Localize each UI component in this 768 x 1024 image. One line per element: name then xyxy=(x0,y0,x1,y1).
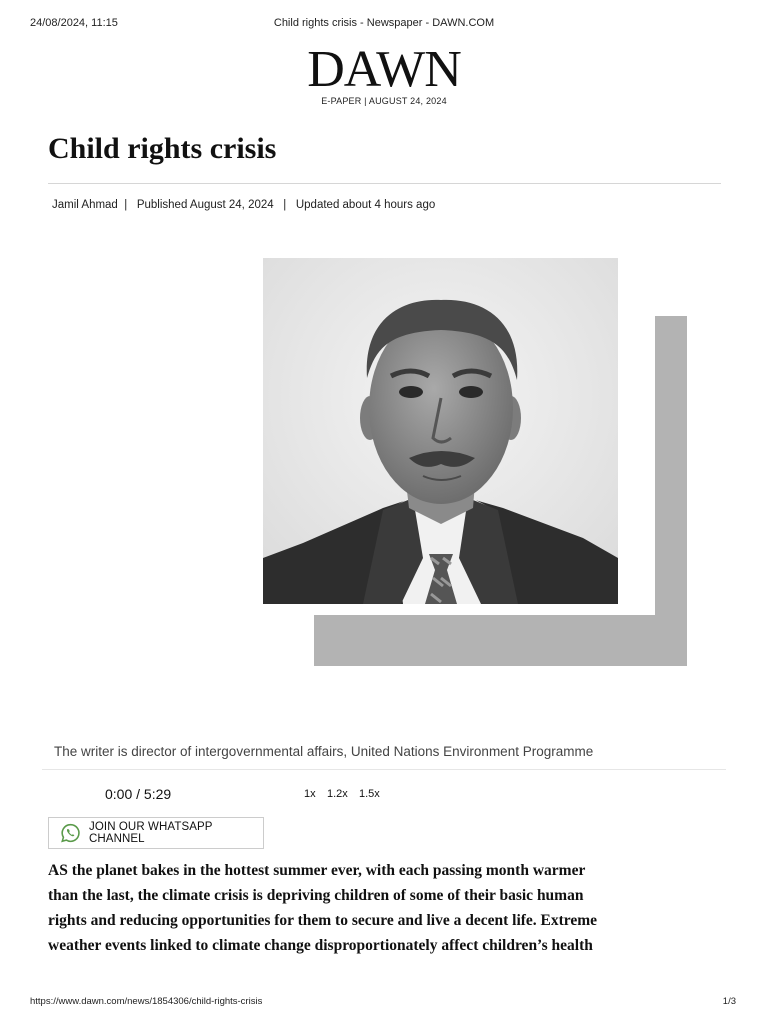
byline-separator: | xyxy=(124,199,128,211)
author-portrait xyxy=(263,258,618,604)
caption-divider xyxy=(42,769,726,770)
byline-separator: | xyxy=(283,199,287,211)
dawn-logo[interactable]: DAWN xyxy=(307,41,461,98)
edition-line: E-PAPER | AUGUST 24, 2024 xyxy=(321,96,447,106)
print-datetime: 24/08/2024, 11:15 xyxy=(30,17,118,29)
speed-1-5x-button[interactable]: 1.5x xyxy=(359,788,380,800)
photo-caption: The writer is director of intergovernmental affairs, United Nations Environment Programme xyxy=(54,744,594,759)
print-page-number: 1/3 xyxy=(722,996,736,1007)
article-headline: Child rights crisis xyxy=(48,132,277,165)
print-page-title: Child rights crisis - Newspaper - DAWN.COM xyxy=(273,17,495,29)
body-line: AS the planet bakes in the hottest summer ever, with each passing month warmer xyxy=(48,862,586,879)
body-line: rights and reducing opportunities for them to secure and live a decent life. Extreme xyxy=(48,912,598,929)
audio-time: 0:00 / 5:29 xyxy=(105,786,172,802)
speed-1x-button[interactable]: 1x xyxy=(304,788,316,800)
author-name[interactable]: Jamil Ahmad xyxy=(52,199,118,211)
headline-divider xyxy=(48,183,721,184)
print-url: https://www.dawn.com/news/1854306/child-rights-crisis xyxy=(30,996,263,1007)
whatsapp-label: JOIN OUR WHATSAPP CHANNEL xyxy=(89,821,213,845)
speed-1-2x-button[interactable]: 1.2x xyxy=(327,788,348,800)
article-body xyxy=(48,858,724,958)
whatsapp-channel-button[interactable] xyxy=(48,817,264,849)
body-line: than the last, the climate crisis is depriving children of some of their basic human xyxy=(48,887,584,904)
published-date: Published August 24, 2024 xyxy=(136,199,274,211)
whatsapp-icon xyxy=(60,822,81,844)
body-line: weather events linked to climate change disproportionately affect children’s health xyxy=(48,937,593,954)
byline xyxy=(52,199,435,211)
updated-time: Updated about 4 hours ago xyxy=(295,199,436,211)
